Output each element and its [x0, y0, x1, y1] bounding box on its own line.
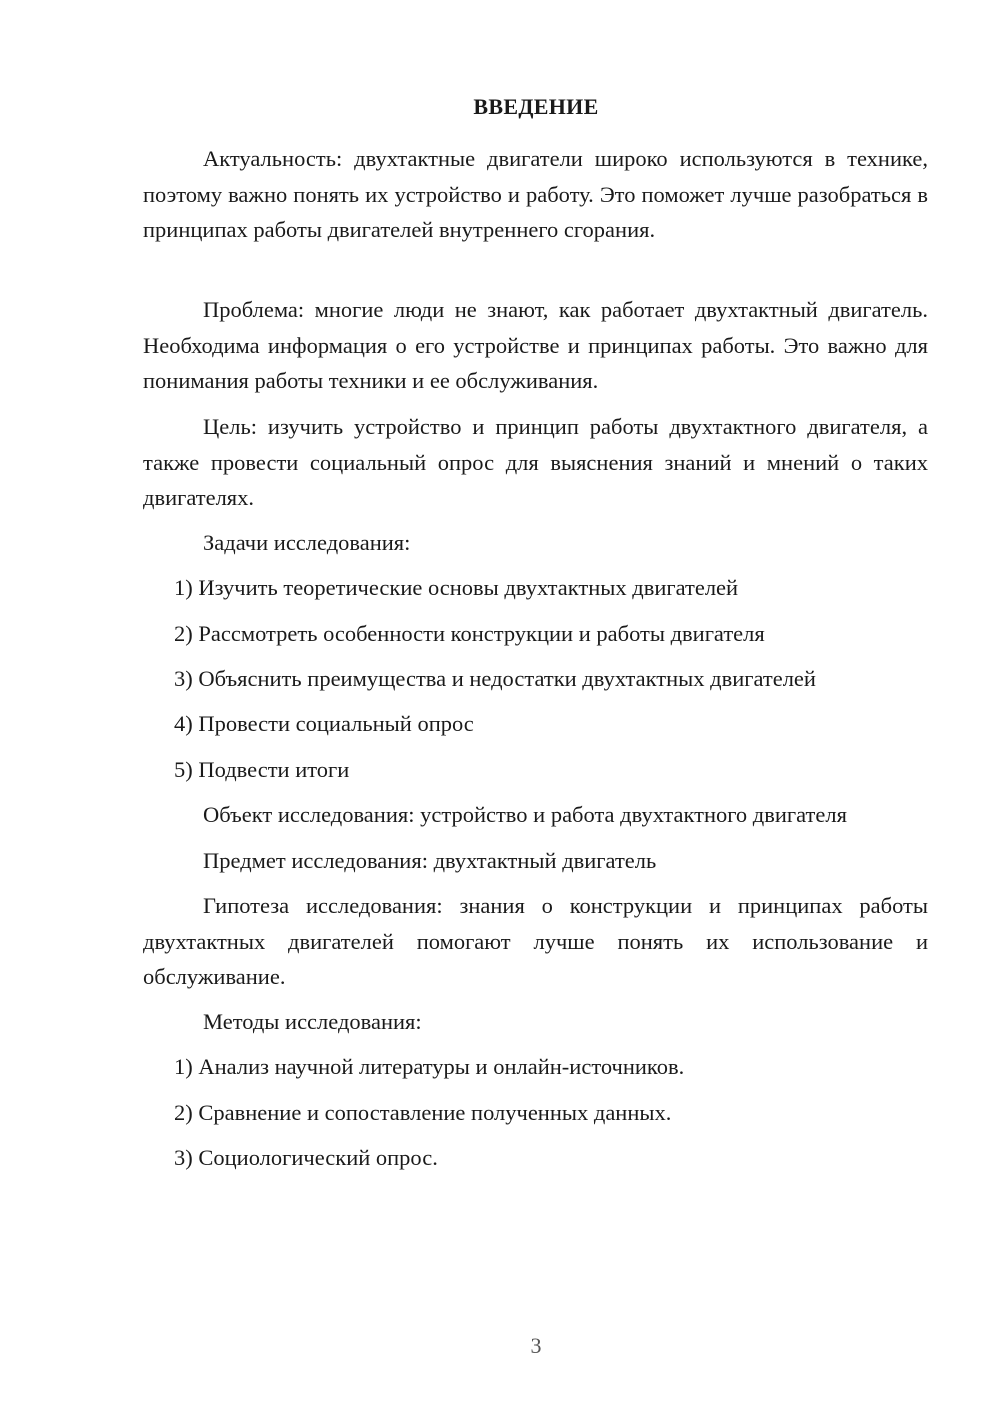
goal-paragraph: Цель: изучить устройство и принцип работы двухтактного двигателя, а также провести социальный опрос для выяснения знаний и мнений о таких двигателях. [143, 414, 928, 510]
page-number: 3 [530, 1333, 542, 1358]
hypothesis-paragraph: Гипотеза исследования: знания о конструкции и принципах работы двухтактных двигателей помогают лучше понять их использование и обслуживание. [143, 893, 928, 989]
object-line: Объект исследования: устройство и работа двухтактного двигателя [203, 802, 847, 827]
task-item: 2) Рассмотреть особенности конструкции и работы двигателя [174, 621, 765, 646]
task-item: 4) Провести социальный опрос [174, 711, 474, 736]
relevance-paragraph: Актуальность: двухтактные двигатели широко используются в технике, поэтому важно понять их устройство и работу. Это поможет лучше разобраться в принципах работы двигателей внутреннего сгорания. [143, 146, 928, 242]
tasks-label: Задачи исследования: [203, 530, 411, 555]
problem-paragraph: Проблема: многие люди не знают, как работает двухтактный двигатель. Необходима информация о его устройстве и принципах работы. Это важно для понимания работы техники и ее обслуживания. [143, 297, 928, 393]
method-item: 2) Сравнение и сопоставление полученных данных. [174, 1100, 672, 1125]
section-heading: ВВЕДЕНИЕ [473, 94, 599, 119]
task-item: 5) Подвести итоги [174, 757, 350, 782]
method-item: 3) Социологический опрос. [174, 1145, 438, 1170]
method-item: 1) Анализ научной литературы и онлайн-источников. [174, 1054, 685, 1079]
task-item: 3) Объяснить преимущества и недостатки двухтактных двигателей [174, 666, 816, 691]
methods-label: Методы исследования: [203, 1009, 422, 1034]
subject-line: Предмет исследования: двухтактный двигатель [203, 848, 657, 873]
task-item: 1) Изучить теоретические основы двухтактных двигателей [174, 575, 739, 600]
